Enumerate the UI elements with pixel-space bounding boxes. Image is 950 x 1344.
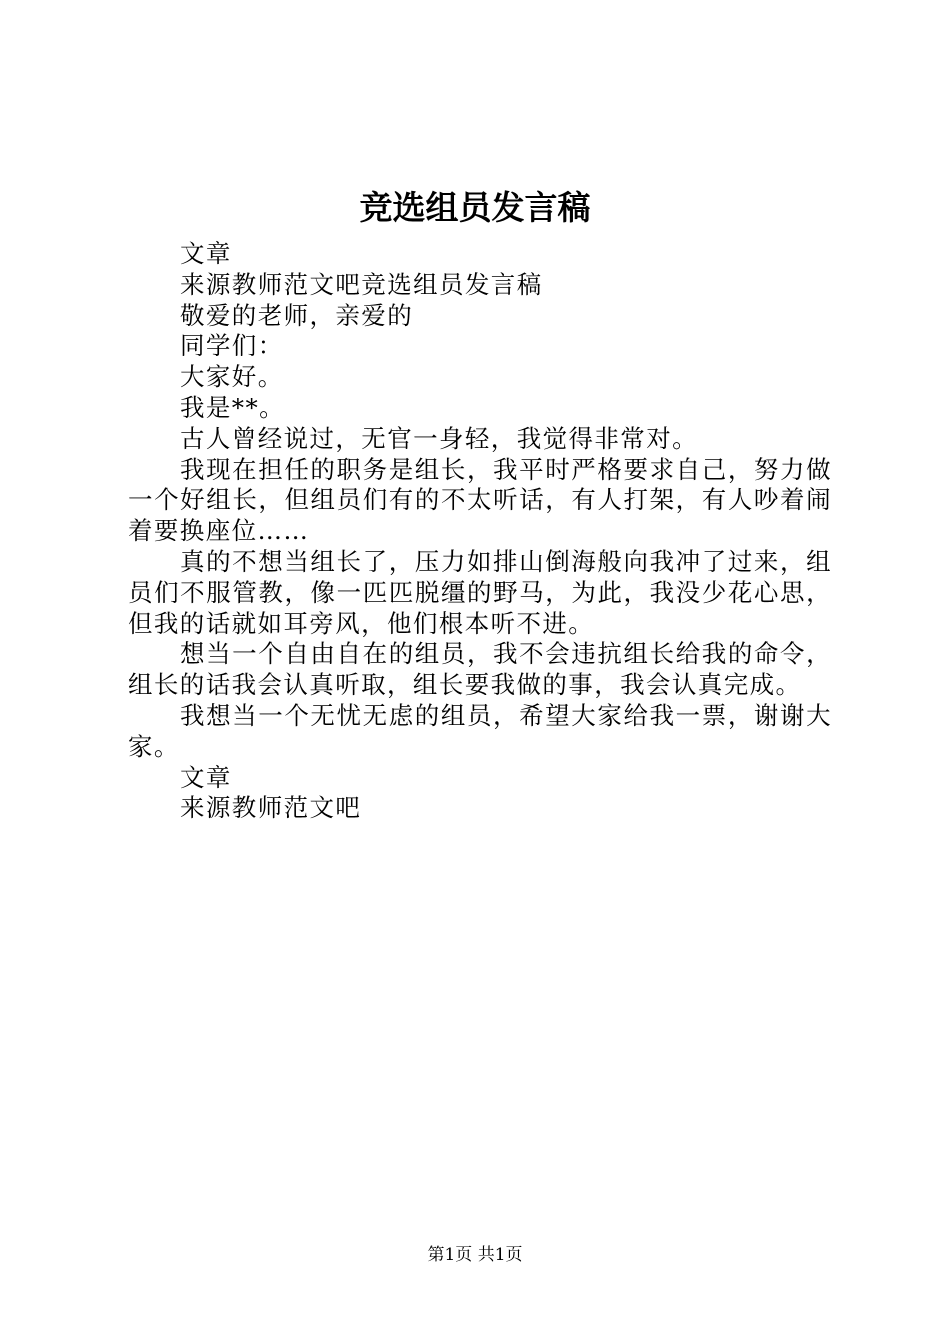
- paragraph: 来源教师范文吧竞选组员发言稿: [180, 269, 543, 299]
- document-body: [128, 239, 832, 824]
- paragraph: 我想当一个无忧无虑的组员，希望大家给我一票，谢谢大家。: [128, 700, 832, 761]
- paragraph: 文章: [180, 239, 232, 268]
- paragraph: 古人曾经说过，无官一身轻，我觉得非常对。: [180, 423, 698, 453]
- paragraph: 敬爱的老师，亲爱的: [180, 300, 414, 330]
- page-title: 竞选组员发言稿: [359, 188, 591, 227]
- paragraph: 我现在担任的职务是组长，我平时严格要求自己，努力做一个好组长，但组员们有的不太听话，有人打架，有人吵着闹着要换座位……: [128, 454, 832, 546]
- page-footer: 第1页 共1页: [427, 1245, 523, 1265]
- paragraph: 想当一个自由自在的组员，我不会违抗组长给我的命令，组长的话我会认真听取，组长要我做的事，我会认真完成。: [128, 639, 832, 700]
- paragraph: 来源教师范文吧: [180, 793, 362, 823]
- paragraph: 同学们：: [180, 331, 284, 361]
- paragraph: 真的不想当组长了，压力如排山倒海般向我冲了过来，组员们不服管教，像一匹匹脱缰的野马，为此，我没少花心思，但我的话就如耳旁风，他们根本听不进。: [128, 546, 832, 638]
- paragraph: 我是**。: [180, 392, 285, 422]
- paragraph: 大家好。: [180, 362, 284, 392]
- paragraph: 文章: [180, 762, 232, 792]
